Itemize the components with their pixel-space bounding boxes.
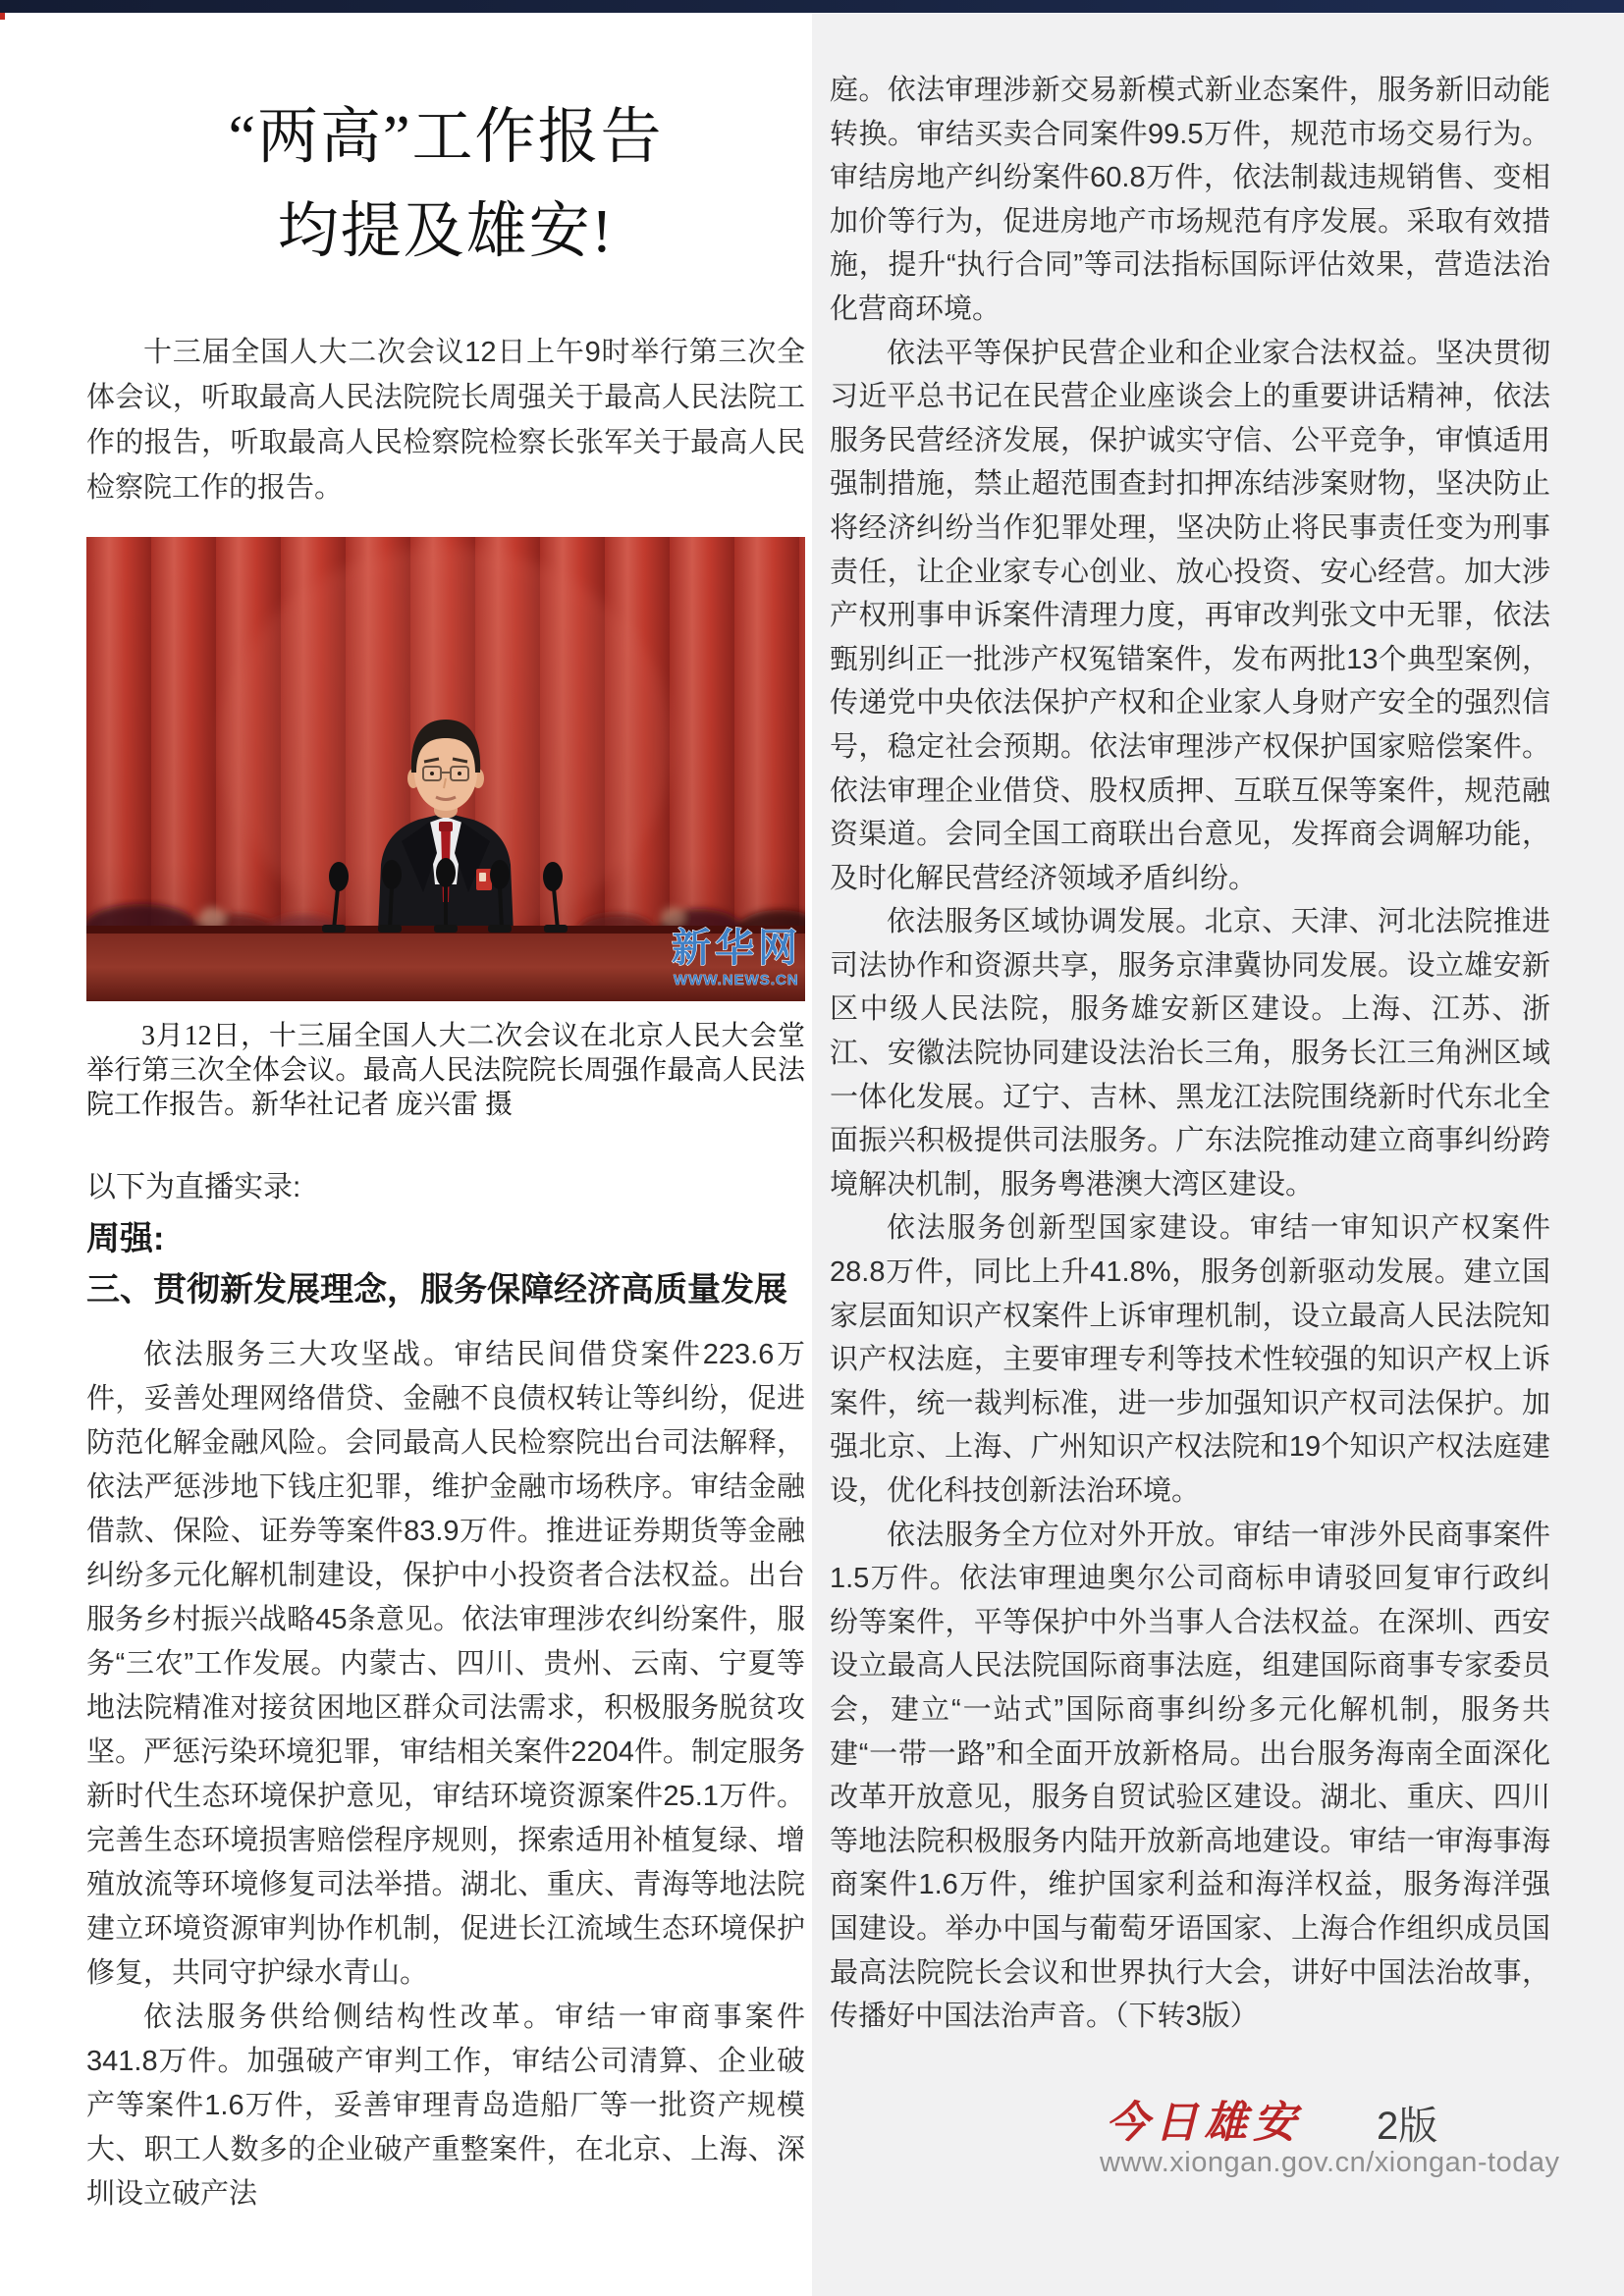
speaker-name: 周强: [86,1220,165,1257]
body-paragraph: 依法服务创新型国家建设。审结一审知识产权案件28.8万件，同比上升41.8%，服务创新驱动发展。建立国家层面知识产权案件上诉审理机制，设立最高人民法院知识产权法庭，主要审理专利等技术性较强的知识产权上诉案件，统一裁判标准，进一步加强知识产权司法保护。加强北京、上海、广州知识产权法院和19个知识产权法庭建设，优化科技创新法治环境。 [830,1212,1550,1507]
top-masthead-bar [0,0,1624,13]
article-title [86,90,805,279]
live-transcript-label: 以下为直播实录: [86,1171,301,1203]
article-intro: 十三届全国人大二次会议12日上午9时举行第三次全体会议，听取最高人民法院院长周强关于最高人民法院工作的报告，听取最高人民检察院检察长张军关于最高人民检察院工作的报告。 [86,337,805,504]
title-line-2: 均提及雄安! [277,198,615,265]
photo-caption: 3月12日，十三届全国人大二次会议在北京人民大会堂举行第三次全体会议。最高人民法院院长周强作最高人民法院工作报告。新华社记者 庞兴雷 摄 [86,1021,805,1120]
body-paragraph: 依法服务供给侧结构性改革。审结一审商事案件341.8万件。加强破产审判工作，审结公司清算、企业破产等案件1.6万件，妥善审理青岛造船厂等一批资产规模大、职工人数多的企业破产重整案件，在北京、上海、深圳设立破产法 [86,2002,805,2210]
body-paragraph: 依法服务全方位对外开放。审结一审涉外民商事案件1.5万件。依法审理迪奥尔公司商标申请驳回复审行政纠纷等案件，平等保护中外当事人合法权益。在深圳、西安设立最高人民法院国际商事法庭，组建国际商事专家委员会，建立“一站式”国际商事纠纷多元化解机制，服务共建“一带一路”和全面开放新格局。出台服务海南全面深化改革开放意见，服务自贸试验区建设。湖北、重庆、四川等地法院积极服务内陆开放新高地建设。审结一审海事海商案件1.6万件，维护国家利益和海洋权益，服务海洋强国建设。举办中国与葡萄牙语国家、上海合作组织成员国最高法院院长会议和世界执行大会，讲好中国法治故事，传播好中国法治声音。（下转3版） [830,1519,1550,2033]
xinhua-watermark-url: WWW.NEWS.CN [674,972,799,988]
body-paragraph: 依法平等保护民营企业和企业家合法权益。坚决贯彻习近平总书记在民营企业座谈会上的重要讲话精神，依法服务民营经济发展，保护诚实守信、公平竞争，审慎适用强制措施，禁止超范围查封扣押冻结涉案财物，坚决防止将经济纠纷当作犯罪处理，坚决防止将民事责任变为刑事责任，让企业家专心创业、放心投资、安心经营。加大涉产权刑事申诉案件清理力度，再审改判张文中无罪，依法甄别纠正一批涉产权冤错案件，发布两批13个典型案例，传递党中央依法保护产权和企业家人身财产安全的强烈信号，稳定社会预期。依法审理涉产权保护国家赔偿案件。依法审理企业借贷、股权质押、互联互保等案件，规范融资渠道。会同全国工商联出台意见，发挥商会调解功能，及时化解民营经济领域矛盾纠纷。 [830,337,1550,894]
footer-brand-logo: 今日雄安 [1106,2099,1302,2147]
body-paragraph: 依法服务三大攻坚战。审结民间借贷案件223.6万件，妥善处理网络借贷、金融不良债权转让等纠纷，促进防范化解金融风险。会同最高人民检察院出台司法解释，依法严惩涉地下钱庄犯罪，维护金融市场秩序。审结金融借款、保险、证券等案件83.9万件。推进证券期货等金融纠纷多元化解机制建设，保护中小投资者合法权益。出台服务乡村振兴战略45条意见。依法审理涉农纠纷案件，服务“三农”工作发展。内蒙古、四川、贵州、云南、宁夏等地法院精准对接贫困地区群众司法需求，积极服务脱贫攻坚。严惩污染环境犯罪，审结相关案件2204件。制定服务新时代生态环境保护意见，审结环境资源案件25.1万件。完善生态环境损害赔偿程序规则，探索适用补植复绿、增殖放流等环境修复司法举措。湖北、重庆、青海等地法院建立环境资源审判协作机制，促进长江流域生态环境保护修复，共同守护绿水青山。 [86,1339,805,1989]
footer-page-number: 2版 [1377,2105,1438,2148]
section-heading: 三、贯彻新发展理念，服务保障经济高质量发展 [86,1271,787,1308]
article-body-left-column [86,1333,805,2216]
left-edge-red-mark [0,13,5,20]
article-body-right-column [830,69,1550,2039]
news-photo [86,537,805,1001]
xinhua-watermark-name: 新华网 [672,927,801,970]
body-paragraph: 依法服务区域协调发展。北京、天津、河北法院推进司法协作和资源共享，服务京津冀协同发展。设立雄安新区中级人民法院，服务雄安新区建设。上海、江苏、浙江、安徽法院协同建设法治长三角，服务长江三角洲区域一体化发展。辽宁、吉林、黑龙江法院围绕新时代东北全面振兴积极提供司法服务。广东法院推动建立商事纠纷跨境解决机制，服务粤港澳大湾区建设。 [830,906,1550,1201]
title-line-1: “两高”工作报告 [228,104,664,171]
news-photo-illustration [86,537,805,1001]
xinhua-watermark [672,927,801,988]
footer-url: www.xiongan.gov.cn/xiongan-today [1100,2147,1560,2178]
body-paragraph: 庭。依法审理涉新交易新模式新业态案件，服务新旧动能转换。审结买卖合同案件99.5万件，规范市场交易行为。审结房地产纠纷案件60.8万件，依法制裁违规销售、变相加价等行为，促进房地产市场规范有序发展。采取有效措施，提升“执行合同”等司法指标国际评估效果，营造法治化营商环境。 [830,75,1550,325]
